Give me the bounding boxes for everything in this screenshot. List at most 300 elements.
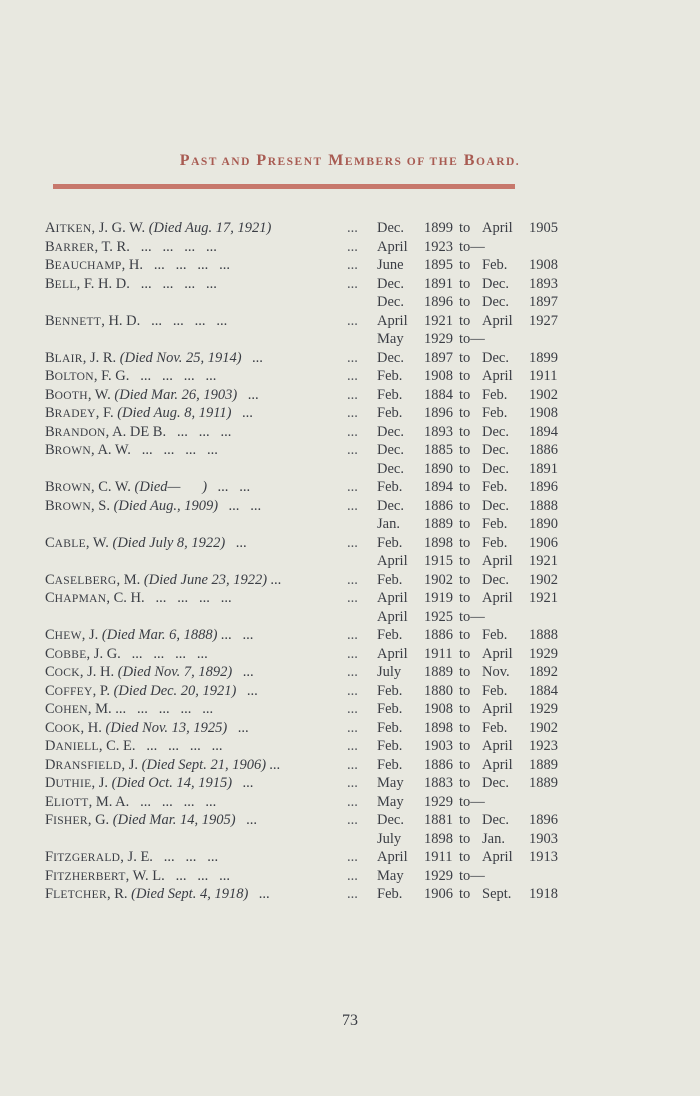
initials: , R. <box>106 886 128 902</box>
member-row <box>45 682 605 701</box>
member-row <box>45 534 605 553</box>
leader-dots: ... <box>347 627 358 643</box>
to-word: to <box>459 294 471 310</box>
leader-dots: ... <box>347 719 358 736</box>
leader-dots: ... <box>347 645 358 662</box>
start-year: 1911 <box>424 849 453 865</box>
end-year: 1913 <box>529 849 558 865</box>
surname-initial: B <box>45 423 55 440</box>
member-name <box>45 404 253 424</box>
start-month: June <box>377 257 404 273</box>
to-word: to— <box>459 331 485 347</box>
start-year: 1923 <box>424 238 453 255</box>
initials: , P. <box>92 682 110 699</box>
surname: ROWN <box>54 482 92 494</box>
to-word: to <box>459 497 471 514</box>
surname-initial: F <box>45 867 54 884</box>
start-year: 1896 <box>424 405 453 421</box>
member-name <box>45 867 230 887</box>
start-month: Feb. <box>377 386 403 403</box>
surname: ITZHERBERT <box>53 870 126 883</box>
leader-dots: ... <box>347 257 358 273</box>
end-month: April <box>482 645 513 662</box>
member-row <box>45 238 605 257</box>
start-year: 1897 <box>424 349 453 366</box>
start-month: Feb. <box>377 627 403 643</box>
start-year: 1899 <box>424 220 453 236</box>
to-word: to <box>459 257 471 273</box>
member-row <box>45 552 605 571</box>
end-month: Feb. <box>482 534 508 551</box>
to-word: to <box>459 368 471 384</box>
surname: LIOTT <box>53 796 89 809</box>
start-year: 1893 <box>424 423 453 440</box>
surname-initial: D <box>45 775 56 791</box>
member-row <box>45 571 605 590</box>
start-year: 1881 <box>424 812 453 828</box>
member-name <box>45 719 249 739</box>
initials: , W. <box>85 534 109 551</box>
to-word: to <box>459 682 471 699</box>
end-month: April <box>482 312 513 329</box>
end-month: Dec. <box>482 571 509 588</box>
end-year: 1903 <box>529 830 558 847</box>
surname: ELL <box>54 278 77 291</box>
surname-initial: D <box>45 738 56 754</box>
leader-dots: ... <box>347 534 358 551</box>
start-year: 1919 <box>424 590 453 606</box>
surname: HAPMAN <box>54 593 107 605</box>
to-word: to <box>459 349 471 366</box>
member-name <box>45 367 216 387</box>
to-word: to <box>459 664 471 680</box>
member-row <box>45 404 605 423</box>
end-month: Feb. <box>482 386 508 403</box>
member-row <box>45 330 605 349</box>
initials: , C. E. ... ... ... ... <box>98 738 223 754</box>
leader-dots: ... <box>347 405 358 421</box>
surname-initial: B <box>45 312 55 329</box>
end-month: April <box>482 368 513 384</box>
surname: UTHIE <box>55 778 92 790</box>
member-row <box>45 441 605 460</box>
start-month: April <box>377 553 408 569</box>
surname: OBBE <box>54 648 87 661</box>
surname: RANDON <box>54 426 106 439</box>
member-name <box>45 256 230 276</box>
member-row <box>45 848 605 867</box>
end-year: 1890 <box>529 516 558 532</box>
surname-initial: C <box>45 627 55 643</box>
initials: , J. H. <box>79 664 115 680</box>
to-word: to <box>459 386 471 403</box>
start-year: 1898 <box>424 534 453 551</box>
end-month: Feb. <box>482 682 508 699</box>
start-month: April <box>377 645 408 662</box>
start-month: Dec. <box>377 220 404 236</box>
surname: EAUCHAMP <box>54 260 122 272</box>
member-row <box>45 756 605 775</box>
end-month: April <box>482 590 513 606</box>
member-name <box>45 238 217 258</box>
to-word: to <box>459 738 471 754</box>
start-year: 1915 <box>424 553 453 569</box>
end-month: Dec. <box>482 349 509 366</box>
start-year: 1883 <box>424 775 453 791</box>
end-year: 1902 <box>529 719 558 736</box>
to-word: to <box>459 775 471 791</box>
end-month: Feb. <box>482 257 508 273</box>
end-year: 1921 <box>529 590 558 606</box>
start-month: May <box>377 793 404 810</box>
initials: , F. <box>95 405 114 421</box>
member-name <box>45 275 217 295</box>
start-month: Feb. <box>377 405 403 421</box>
surname: ENNETT <box>54 315 102 328</box>
to-word: to <box>459 571 471 588</box>
surname-initial: C <box>45 682 55 699</box>
to-word: to <box>459 220 471 236</box>
start-month: Feb. <box>377 368 403 384</box>
heading-word: RESENT <box>267 156 323 168</box>
leader-dots: ... <box>347 756 358 773</box>
end-year: 1918 <box>529 886 558 902</box>
start-month: July <box>377 664 402 680</box>
to-word: to <box>459 701 471 717</box>
member-row <box>45 719 605 738</box>
leader-dots: ... <box>347 312 358 329</box>
death-note: (Died Oct. 14, 1915) ... <box>111 775 254 791</box>
initials: , T. R. ... ... ... ... <box>94 238 217 255</box>
end-year: 1892 <box>529 664 558 680</box>
end-month: April <box>482 738 513 754</box>
member-row <box>45 626 605 645</box>
end-month: Feb. <box>482 627 508 643</box>
member-row <box>45 737 605 756</box>
member-name <box>45 589 232 609</box>
leader-dots: ... <box>347 682 358 699</box>
member-name <box>45 441 218 461</box>
leader-dots: ... <box>347 812 358 828</box>
surname: ARRER <box>54 241 95 254</box>
surname: RANSFIELD <box>55 759 122 772</box>
member-row <box>45 460 605 479</box>
member-row <box>45 589 605 608</box>
end-year: 1929 <box>529 645 558 662</box>
end-year: 1896 <box>529 812 558 828</box>
start-year: 1929 <box>424 867 453 884</box>
start-month: Dec. <box>377 349 404 366</box>
start-month: Feb. <box>377 571 403 588</box>
initials: , W. <box>87 386 111 403</box>
surname: OCK <box>54 667 80 679</box>
end-year: 1899 <box>529 349 558 366</box>
start-year: 1898 <box>424 719 453 736</box>
to-word: to— <box>459 608 485 625</box>
surname: ITZGERALD <box>53 852 121 864</box>
member-name <box>45 700 213 720</box>
start-year: 1902 <box>424 571 453 588</box>
to-word: to <box>459 849 471 865</box>
heading-initial: B <box>463 152 476 169</box>
leader-dots: ... <box>347 479 358 495</box>
death-note: (Died Mar. 14, 1905) ... <box>112 812 258 828</box>
members-list <box>45 219 605 904</box>
initials: , M. ... ... ... ... ... <box>87 701 214 717</box>
member-row <box>45 830 605 849</box>
to-word: to <box>459 534 471 551</box>
surname: HEW <box>54 630 82 642</box>
end-year: 1902 <box>529 386 558 403</box>
page-number: 73 <box>342 1012 358 1029</box>
start-month: Feb. <box>377 479 403 495</box>
surname-initial: C <box>45 571 55 588</box>
member-row <box>45 608 605 627</box>
member-name <box>45 219 271 239</box>
surname: LAIR <box>54 352 83 365</box>
end-month: Dec. <box>482 775 509 791</box>
initials: , J. G. ... ... ... ... <box>86 645 208 662</box>
end-month: Dec. <box>482 442 509 458</box>
end-month: Nov. <box>482 664 510 680</box>
member-name <box>45 497 262 517</box>
end-year: 1884 <box>529 682 558 699</box>
heading-word: EMBERS OF THE <box>344 156 459 168</box>
to-word: to— <box>459 793 485 810</box>
surname: RADEY <box>54 408 96 420</box>
start-year: 1929 <box>424 793 453 810</box>
start-year: 1891 <box>424 275 453 292</box>
surname: OOK <box>54 722 81 735</box>
end-year: 1889 <box>529 756 558 773</box>
to-word: to <box>459 275 471 292</box>
start-month: April <box>377 590 408 606</box>
start-year: 1903 <box>424 738 453 754</box>
surname-initial: B <box>45 368 55 384</box>
end-month: Feb. <box>482 719 508 736</box>
leader-dots: ... <box>347 867 358 884</box>
start-year: 1889 <box>424 664 453 680</box>
start-year: 1886 <box>424 497 453 514</box>
heading-initial: P <box>256 152 268 169</box>
leader-dots: ... <box>347 701 358 717</box>
start-year: 1925 <box>424 608 453 625</box>
to-word: to <box>459 830 471 847</box>
start-month: Feb. <box>377 719 403 736</box>
member-row <box>45 219 605 238</box>
member-row <box>45 256 605 275</box>
member-name <box>45 682 258 702</box>
initials: , F. G. ... ... ... ... <box>93 368 217 384</box>
start-year: 1889 <box>424 516 453 532</box>
leader-dots: ... <box>347 368 358 384</box>
leader-dots: ... <box>347 442 358 458</box>
surname-initial: B <box>45 275 55 292</box>
initials: , J. <box>121 756 138 773</box>
leader-dots: ... <box>347 793 358 810</box>
member-name <box>45 478 251 498</box>
start-year: 1886 <box>424 756 453 773</box>
member-name <box>45 626 254 646</box>
surname: LETCHER <box>53 889 107 901</box>
initials: , W. L. ... ... ... <box>125 867 230 884</box>
member-name <box>45 645 208 665</box>
member-name <box>45 423 231 443</box>
member-name <box>45 756 281 776</box>
to-word: to <box>459 756 471 773</box>
surname-initial: F <box>45 886 54 902</box>
member-name <box>45 312 227 332</box>
initials: , M. A. ... ... ... ... <box>88 793 217 810</box>
initials: , A. DE B. ... ... ... <box>105 423 232 440</box>
start-month: Dec. <box>377 275 404 292</box>
initials: , H. ... ... ... ... <box>121 257 230 273</box>
end-month: Dec. <box>482 294 509 310</box>
start-month: Dec. <box>377 294 404 310</box>
end-year: 1905 <box>529 220 558 236</box>
start-month: July <box>377 830 402 847</box>
end-year: 1923 <box>529 738 558 754</box>
start-year: 1906 <box>424 886 453 902</box>
initials: , J. R. <box>82 349 117 366</box>
start-month: Dec. <box>377 812 404 828</box>
start-month: Feb. <box>377 682 403 699</box>
end-year: 1886 <box>529 442 558 458</box>
member-row <box>45 885 605 904</box>
end-year: 1908 <box>529 405 558 421</box>
surname-initial: B <box>45 257 55 273</box>
end-month: Jan. <box>482 830 505 847</box>
leader-dots: ... <box>347 220 358 236</box>
initials: , C. W. <box>91 479 131 495</box>
surname: ASELBERG <box>54 574 117 587</box>
member-name <box>45 386 259 406</box>
surname-initial: C <box>45 534 55 551</box>
heading-word: AST AND <box>191 156 251 168</box>
to-word: to <box>459 312 471 329</box>
start-year: 1885 <box>424 442 453 458</box>
member-row <box>45 811 605 830</box>
surname-initial: E <box>45 793 54 810</box>
start-month: April <box>377 608 408 625</box>
end-month: April <box>482 553 513 569</box>
to-word: to <box>459 627 471 643</box>
leader-dots: ... <box>347 886 358 902</box>
start-year: 1896 <box>424 294 453 310</box>
end-year: 1929 <box>529 701 558 717</box>
death-note: (Died Sept. 21, 1906) ... <box>141 756 281 773</box>
start-month: May <box>377 775 404 791</box>
death-note: (Died July 8, 1922) ... <box>112 534 247 551</box>
to-word: to <box>459 516 471 532</box>
start-month: Feb. <box>377 886 403 902</box>
initials: , J. <box>81 627 99 643</box>
end-month: Dec. <box>482 423 509 440</box>
death-note: (Died Nov. 25, 1914) ... <box>119 349 264 366</box>
start-year: 1908 <box>424 701 453 717</box>
initials: , J. <box>91 775 109 791</box>
start-month: Dec. <box>377 497 404 514</box>
member-row <box>45 386 605 405</box>
member-row <box>45 293 605 312</box>
member-name <box>45 571 282 591</box>
end-year: 1893 <box>529 275 558 292</box>
start-year: 1908 <box>424 368 453 384</box>
leader-dots: ... <box>347 275 358 292</box>
start-year: 1884 <box>424 386 453 403</box>
start-month: April <box>377 849 408 865</box>
end-month: Sept. <box>482 886 512 902</box>
leader-dots: ... <box>347 738 358 754</box>
surname-initial: D <box>45 756 56 773</box>
member-name <box>45 885 270 905</box>
leader-dots: ... <box>347 775 358 791</box>
surname-initial: C <box>45 719 55 736</box>
death-note: (Died Mar. 6, 1888) ... ... <box>101 627 254 643</box>
end-year: 1927 <box>529 312 558 329</box>
member-row <box>45 700 605 719</box>
start-year: 1921 <box>424 312 453 329</box>
start-month: Feb. <box>377 701 403 717</box>
start-year: 1929 <box>424 331 453 347</box>
surname-initial: C <box>45 701 55 717</box>
leader-dots: ... <box>347 590 358 606</box>
heading-word: OARD. <box>475 156 521 168</box>
member-name <box>45 349 263 369</box>
surname: OFFEY <box>54 685 93 698</box>
leader-dots: ... <box>347 423 358 440</box>
surname-initial: B <box>45 386 55 403</box>
member-row <box>45 312 605 331</box>
to-word: to <box>459 719 471 736</box>
surname-initial: B <box>45 479 55 495</box>
end-year: 1896 <box>529 479 558 495</box>
heading-rule <box>53 184 515 189</box>
death-note: (Died Aug., 1909) ... ... <box>113 497 262 514</box>
start-year: 1894 <box>424 479 453 495</box>
end-year: 1891 <box>529 460 558 477</box>
end-month: Dec. <box>482 812 509 828</box>
to-word: to <box>459 812 471 828</box>
to-word: to <box>459 460 471 477</box>
death-note: (Died— ) ... ... <box>134 479 251 495</box>
death-note: (Died Dec. 20, 1921) ... <box>113 682 259 699</box>
to-word: to <box>459 553 471 569</box>
end-year: 1908 <box>529 257 558 273</box>
to-word: to <box>459 590 471 606</box>
surname-initial: B <box>45 442 55 458</box>
leader-dots: ... <box>347 571 358 588</box>
member-row <box>45 515 605 534</box>
death-note: (Died Aug. 17, 1921) <box>148 220 272 236</box>
initials: , H. D. ... ... ... ... <box>101 312 228 329</box>
death-note: (Died Nov. 13, 1925) ... <box>105 719 249 736</box>
start-month: May <box>377 331 404 347</box>
start-month: Dec. <box>377 442 404 458</box>
end-year: 1897 <box>529 294 558 310</box>
member-name <box>45 811 257 831</box>
member-row <box>45 423 605 442</box>
start-year: 1895 <box>424 257 453 273</box>
to-word: to— <box>459 867 485 884</box>
member-row <box>45 478 605 497</box>
initials: , C. H. ... ... ... ... <box>106 590 232 606</box>
death-note: (Died Nov. 7, 1892) ... <box>117 664 254 680</box>
member-row <box>45 497 605 516</box>
member-row <box>45 663 605 682</box>
start-month: Feb. <box>377 738 403 754</box>
member-name <box>45 534 247 554</box>
